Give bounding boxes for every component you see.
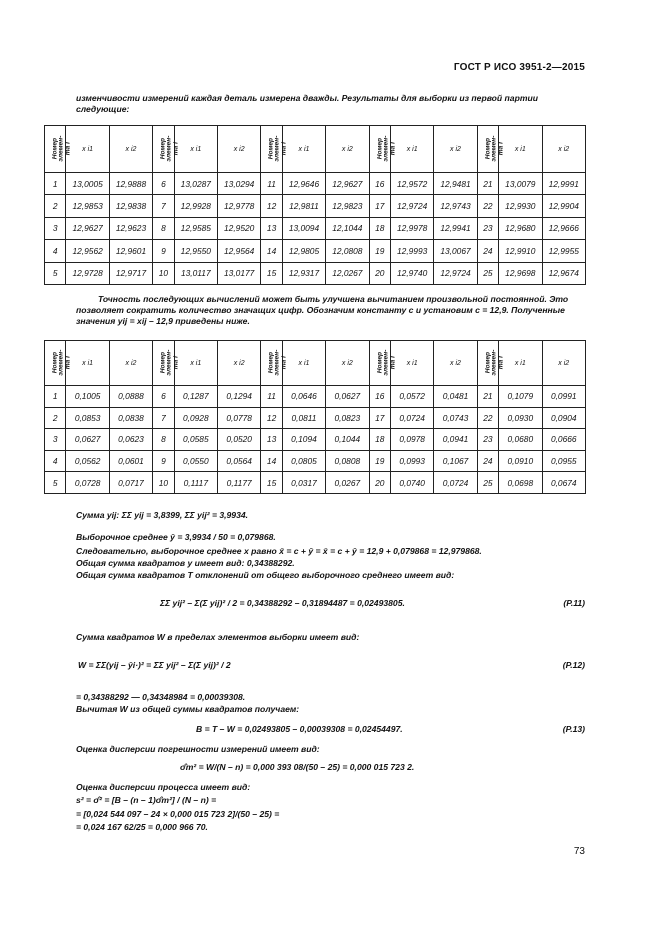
value-cell: 0,0728 bbox=[66, 472, 109, 494]
element-number-cell: 14 bbox=[261, 450, 282, 472]
value-cell: 12,9930 bbox=[499, 195, 542, 217]
shifted-values-table bbox=[44, 340, 586, 494]
value-cell: 0,0941 bbox=[434, 429, 477, 451]
value-cell: 0,0853 bbox=[66, 407, 109, 429]
value-cell: 0,0674 bbox=[542, 472, 586, 494]
value-cell: 0,0627 bbox=[326, 386, 369, 408]
element-number-cell: 8 bbox=[153, 429, 174, 451]
value-cell: 12,9666 bbox=[542, 217, 586, 239]
value-cell: 0,0698 bbox=[499, 472, 542, 494]
value-cell: 0,0572 bbox=[390, 386, 433, 408]
element-number-cell: 1 bbox=[45, 386, 66, 408]
value-cell: 13,0094 bbox=[282, 217, 325, 239]
value-cell: 12,9928 bbox=[174, 195, 217, 217]
element-number-cell: 7 bbox=[153, 407, 174, 429]
element-number-cell: 4 bbox=[45, 450, 66, 472]
value-cell: 12,9717 bbox=[109, 262, 152, 284]
element-number-cell: 15 bbox=[261, 472, 282, 494]
value-cell: 0,0724 bbox=[390, 407, 433, 429]
table-row bbox=[45, 195, 586, 217]
element-number-cell: 23 bbox=[477, 429, 498, 451]
element-number-label: Номер элемен- та i bbox=[484, 135, 504, 163]
value-cell: 0,0666 bbox=[542, 429, 586, 451]
column-header-x2: x i2 bbox=[217, 126, 260, 173]
column-header-element-number bbox=[153, 126, 180, 173]
value-cell: 12,9550 bbox=[174, 240, 217, 262]
element-number-cell: 21 bbox=[477, 173, 498, 195]
subtract-line: Вычитая W из общей суммы квадратов получаем: bbox=[76, 704, 300, 714]
element-number-cell: 24 bbox=[477, 450, 498, 472]
value-cell: 0,0993 bbox=[390, 450, 433, 472]
value-cell: 12,9627 bbox=[326, 173, 369, 195]
value-cell: 12,9904 bbox=[542, 195, 586, 217]
value-cell: 13,0177 bbox=[217, 262, 260, 284]
column-header-element-number bbox=[261, 341, 288, 386]
value-cell: 0,1177 bbox=[217, 472, 260, 494]
process-variance-step: = [0,024 544 097 – 24 × 0,000 015 723 2]/(50 – 25) = bbox=[76, 809, 280, 819]
eq-number-p11: (P.11) bbox=[563, 598, 585, 608]
element-number-cell: 4 bbox=[45, 240, 66, 262]
value-cell: 12,0808 bbox=[326, 240, 369, 262]
column-header-x2: x i2 bbox=[109, 341, 152, 386]
element-number-cell: 18 bbox=[369, 429, 390, 451]
table-row bbox=[45, 407, 586, 429]
value-cell: 12,9623 bbox=[109, 217, 152, 239]
document-header: ГОСТ Р ИСО 3951-2—2015 bbox=[453, 62, 585, 73]
element-number-label: Номер элемен- та i bbox=[375, 135, 396, 163]
value-cell: 0,0955 bbox=[542, 450, 586, 472]
value-cell: 0,0778 bbox=[217, 407, 260, 429]
value-cell: 0,0601 bbox=[109, 450, 152, 472]
mean-line: Выборочное среднее ȳ = 3,9934 / 50 = 0,079868. bbox=[76, 532, 276, 542]
element-number-cell: 13 bbox=[261, 429, 282, 451]
value-cell: 0,0838 bbox=[109, 407, 152, 429]
value-cell: 12,9724 bbox=[434, 262, 477, 284]
table-row bbox=[45, 217, 586, 239]
element-number-cell: 5 bbox=[45, 472, 66, 494]
table-row bbox=[45, 262, 586, 284]
column-header-x2: x i2 bbox=[542, 341, 586, 386]
value-cell: 13,0079 bbox=[499, 173, 542, 195]
value-cell: 0,1094 bbox=[282, 429, 325, 451]
element-number-cell: 11 bbox=[261, 173, 282, 195]
column-header-x2: x i2 bbox=[542, 126, 586, 173]
element-number-cell: 14 bbox=[261, 240, 282, 262]
element-number-cell: 3 bbox=[45, 217, 66, 239]
value-cell: 12,9627 bbox=[66, 217, 109, 239]
formula-p12: W = ΣΣ(yij – ȳi·)² = ΣΣ yij² – Σ(Σ yij)² / 2 bbox=[78, 660, 231, 670]
value-cell: 0,0805 bbox=[282, 450, 325, 472]
w-value-line: = 0,34388292 — 0,34348984 = 0,00039308. bbox=[76, 692, 246, 702]
column-header-x1: x i1 bbox=[499, 341, 542, 386]
column-header-element-number bbox=[477, 126, 504, 173]
value-cell: 13,0067 bbox=[434, 240, 477, 262]
measurement-variance-formula: σ̂m² = W/(N – n) = 0,000 393 08/(50 – 25) = 0,000 015 723 2. bbox=[180, 762, 415, 772]
value-cell: 13,0294 bbox=[217, 173, 260, 195]
value-cell: 12,9823 bbox=[326, 195, 369, 217]
sumsq-line: Общая сумма квадратов y имеет вид: 0,34388292. bbox=[76, 558, 295, 568]
value-cell: 12,9805 bbox=[282, 240, 325, 262]
measurements-table bbox=[44, 125, 586, 285]
value-cell: 0,0904 bbox=[542, 407, 586, 429]
column-header-x2: x i2 bbox=[326, 341, 369, 386]
value-cell: 12,9778 bbox=[217, 195, 260, 217]
value-cell: 0,0888 bbox=[109, 386, 152, 408]
element-number-cell: 22 bbox=[477, 195, 498, 217]
element-number-label: Номер элемен- та i bbox=[159, 135, 180, 163]
element-number-cell: 5 bbox=[45, 262, 66, 284]
sum-line: Сумма yij: ΣΣ yij = 3,8399, ΣΣ yij² = 3,9934. bbox=[76, 510, 249, 520]
table-row bbox=[45, 450, 586, 472]
value-cell: 12,9317 bbox=[282, 262, 325, 284]
element-number-cell: 16 bbox=[369, 173, 390, 195]
value-cell: 0,0267 bbox=[326, 472, 369, 494]
formula-p11: ΣΣ yij² – Σ(Σ yij)² / 2 = 0,34388292 – 0,31894487 = 0,02493805. bbox=[160, 598, 405, 608]
value-cell: 12,9743 bbox=[434, 195, 477, 217]
element-number-cell: 12 bbox=[261, 407, 282, 429]
value-cell: 0,0724 bbox=[434, 472, 477, 494]
element-number-cell: 24 bbox=[477, 240, 498, 262]
intro-paragraph: изменчивости измерений каждая деталь измерена дважды. Результаты для выборки из первой партии следующие: bbox=[76, 93, 538, 114]
table-row bbox=[45, 240, 586, 262]
value-cell: 0,0928 bbox=[174, 407, 217, 429]
value-cell: 0,0717 bbox=[109, 472, 152, 494]
table-row bbox=[45, 429, 586, 451]
column-header-element-number bbox=[45, 126, 72, 173]
element-number-cell: 17 bbox=[369, 407, 390, 429]
element-number-cell: 13 bbox=[261, 217, 282, 239]
column-header-x1: x i1 bbox=[390, 341, 433, 386]
value-cell: 12,1044 bbox=[326, 217, 369, 239]
value-cell: 0,0623 bbox=[109, 429, 152, 451]
value-cell: 0,1294 bbox=[217, 386, 260, 408]
value-cell: 0,0585 bbox=[174, 429, 217, 451]
value-cell: 12,9564 bbox=[217, 240, 260, 262]
column-header-x2: x i2 bbox=[109, 126, 152, 173]
element-number-cell: 9 bbox=[153, 240, 174, 262]
value-cell: 12,9978 bbox=[390, 217, 433, 239]
element-number-label: Номер элемен- та i bbox=[159, 349, 180, 377]
value-cell: 13,0005 bbox=[66, 173, 109, 195]
value-cell: 12,9572 bbox=[390, 173, 433, 195]
value-cell: 0,0978 bbox=[390, 429, 433, 451]
column-header-x1: x i1 bbox=[390, 126, 433, 173]
value-cell: 12,9838 bbox=[109, 195, 152, 217]
value-cell: 0,0562 bbox=[66, 450, 109, 472]
column-header-x2: x i2 bbox=[434, 341, 477, 386]
value-cell: 0,0317 bbox=[282, 472, 325, 494]
column-header-element-number bbox=[369, 126, 396, 173]
value-cell: 12,9853 bbox=[66, 195, 109, 217]
value-cell: 0,0646 bbox=[282, 386, 325, 408]
element-number-label: Номер элемен- та i bbox=[375, 349, 396, 377]
element-number-label: Номер элемен- та i bbox=[51, 135, 72, 163]
value-cell: 12,9674 bbox=[542, 262, 586, 284]
element-number-cell: 10 bbox=[153, 262, 174, 284]
value-cell: 12,9888 bbox=[109, 173, 152, 195]
element-number-cell: 22 bbox=[477, 407, 498, 429]
element-number-cell: 7 bbox=[153, 195, 174, 217]
element-number-cell: 12 bbox=[261, 195, 282, 217]
measurement-variance-label: Оценка дисперсии погрешности измерений имеет вид: bbox=[76, 744, 320, 754]
column-header-element-number bbox=[153, 341, 180, 386]
element-number-cell: 17 bbox=[369, 195, 390, 217]
value-cell: 12,9724 bbox=[390, 195, 433, 217]
value-cell: 12,9993 bbox=[390, 240, 433, 262]
table-row bbox=[45, 472, 586, 494]
value-cell: 0,0743 bbox=[434, 407, 477, 429]
column-header-x1: x i1 bbox=[174, 126, 217, 173]
column-header-x2: x i2 bbox=[326, 126, 369, 173]
value-cell: 12,9481 bbox=[434, 173, 477, 195]
eq-number-p12: (P.12) bbox=[562, 660, 585, 670]
element-number-cell: 1 bbox=[45, 173, 66, 195]
value-cell: 12,9811 bbox=[282, 195, 325, 217]
element-number-cell: 19 bbox=[369, 240, 390, 262]
column-header-x2: x i2 bbox=[434, 126, 477, 173]
element-number-cell: 2 bbox=[45, 407, 66, 429]
value-cell: 0,0564 bbox=[217, 450, 260, 472]
column-header-element-number bbox=[261, 126, 288, 173]
column-header-x1: x i1 bbox=[66, 126, 109, 173]
value-cell: 12,9910 bbox=[499, 240, 542, 262]
page-number: 73 bbox=[573, 846, 585, 857]
process-variance-label: Оценка дисперсии процесса имеет вид: bbox=[76, 782, 251, 792]
element-number-cell: 6 bbox=[153, 173, 174, 195]
table-row bbox=[45, 386, 586, 408]
element-number-cell: 16 bbox=[369, 386, 390, 408]
value-cell: 12,9562 bbox=[66, 240, 109, 262]
value-cell: 0,0740 bbox=[390, 472, 433, 494]
value-cell: 0,0481 bbox=[434, 386, 477, 408]
value-cell: 12,9585 bbox=[174, 217, 217, 239]
value-cell: 12,9941 bbox=[434, 217, 477, 239]
column-header-x1: x i1 bbox=[174, 341, 217, 386]
value-cell: 12,9991 bbox=[542, 173, 586, 195]
column-header-element-number bbox=[369, 341, 396, 386]
value-cell: 0,1079 bbox=[499, 386, 542, 408]
element-number-cell: 25 bbox=[477, 472, 498, 494]
value-cell: 0,0823 bbox=[326, 407, 369, 429]
eq-number-p13: (P.13) bbox=[562, 724, 585, 734]
value-cell: 13,0117 bbox=[174, 262, 217, 284]
value-cell: 12,9601 bbox=[109, 240, 152, 262]
value-cell: 0,1287 bbox=[174, 386, 217, 408]
element-number-cell: 25 bbox=[477, 262, 498, 284]
process-variance-formula: s² = σ̂² = [B – (n – 1)σ̂m²] / (N – n) = bbox=[76, 795, 217, 805]
value-cell: 12,9646 bbox=[282, 173, 325, 195]
value-cell: 0,0808 bbox=[326, 450, 369, 472]
constant-paragraph: Точность последующих вычислений может быть улучшена вычитанием произвольной постоянной. Это позволяет сократить количество значащих цифр. Обозначим константу с и установим с = 12,9. Полученные значения yij = xij – 12,9 приведены ниже. bbox=[76, 294, 569, 326]
column-header-x2: x i2 bbox=[217, 341, 260, 386]
value-cell: 0,0680 bbox=[499, 429, 542, 451]
element-number-cell: 9 bbox=[153, 450, 174, 472]
value-cell: 12,9698 bbox=[499, 262, 542, 284]
tdev-line: Общая сумма квадратов T отклонений от общего выборочного среднего имеет вид: bbox=[76, 570, 455, 580]
value-cell: 12,0267 bbox=[326, 262, 369, 284]
element-number-cell: 10 bbox=[153, 472, 174, 494]
value-cell: 0,0811 bbox=[282, 407, 325, 429]
column-header-x1: x i1 bbox=[66, 341, 109, 386]
column-header-x1: x i1 bbox=[499, 126, 542, 173]
table-row bbox=[45, 173, 586, 195]
value-cell: 0,0930 bbox=[499, 407, 542, 429]
element-number-cell: 15 bbox=[261, 262, 282, 284]
element-number-cell: 2 bbox=[45, 195, 66, 217]
value-cell: 12,9955 bbox=[542, 240, 586, 262]
value-cell: 12,9680 bbox=[499, 217, 542, 239]
element-number-cell: 21 bbox=[477, 386, 498, 408]
column-header-element-number bbox=[477, 341, 504, 386]
value-cell: 0,0550 bbox=[174, 450, 217, 472]
element-number-cell: 20 bbox=[369, 262, 390, 284]
value-cell: 0,1044 bbox=[326, 429, 369, 451]
element-number-cell: 20 bbox=[369, 472, 390, 494]
element-number-cell: 19 bbox=[369, 450, 390, 472]
hence-line: Следовательно, выборочное среднее x равно x̄ = c + ȳ = x̄ = c + ȳ = 12,9 + 0,079868 = 12,979868. bbox=[76, 546, 482, 556]
w-label: Сумма квадратов W в пределах элементов выборки имеет вид: bbox=[76, 632, 360, 642]
value-cell: 13,0287 bbox=[174, 173, 217, 195]
column-header-element-number bbox=[45, 341, 72, 386]
element-number-cell: 18 bbox=[369, 217, 390, 239]
process-variance-result: = 0,024 167 62/25 = 0,000 966 70. bbox=[76, 822, 208, 832]
element-number-cell: 6 bbox=[153, 386, 174, 408]
element-number-label: Номер элемен- та i bbox=[51, 349, 72, 377]
column-header-x1: x i1 bbox=[282, 126, 325, 173]
element-number-label: Номер элемен- та i bbox=[484, 349, 504, 377]
value-cell: 0,1067 bbox=[434, 450, 477, 472]
element-number-cell: 8 bbox=[153, 217, 174, 239]
value-cell: 0,0910 bbox=[499, 450, 542, 472]
element-number-cell: 23 bbox=[477, 217, 498, 239]
value-cell: 12,9728 bbox=[66, 262, 109, 284]
value-cell: 0,1117 bbox=[174, 472, 217, 494]
element-number-cell: 3 bbox=[45, 429, 66, 451]
column-header-x1: x i1 bbox=[282, 341, 325, 386]
element-number-label: Номер элемен- та i bbox=[267, 135, 288, 163]
element-number-cell: 11 bbox=[261, 386, 282, 408]
value-cell: 12,9520 bbox=[217, 217, 260, 239]
value-cell: 0,0520 bbox=[217, 429, 260, 451]
value-cell: 12,9740 bbox=[390, 262, 433, 284]
value-cell: 0,1005 bbox=[66, 386, 109, 408]
value-cell: 0,0627 bbox=[66, 429, 109, 451]
element-number-label: Номер элемен- та i bbox=[267, 349, 288, 377]
value-cell: 0,0991 bbox=[542, 386, 586, 408]
formula-p13: B = T – W = 0,02493805 – 0,00039308 = 0,02454497. bbox=[196, 724, 403, 734]
